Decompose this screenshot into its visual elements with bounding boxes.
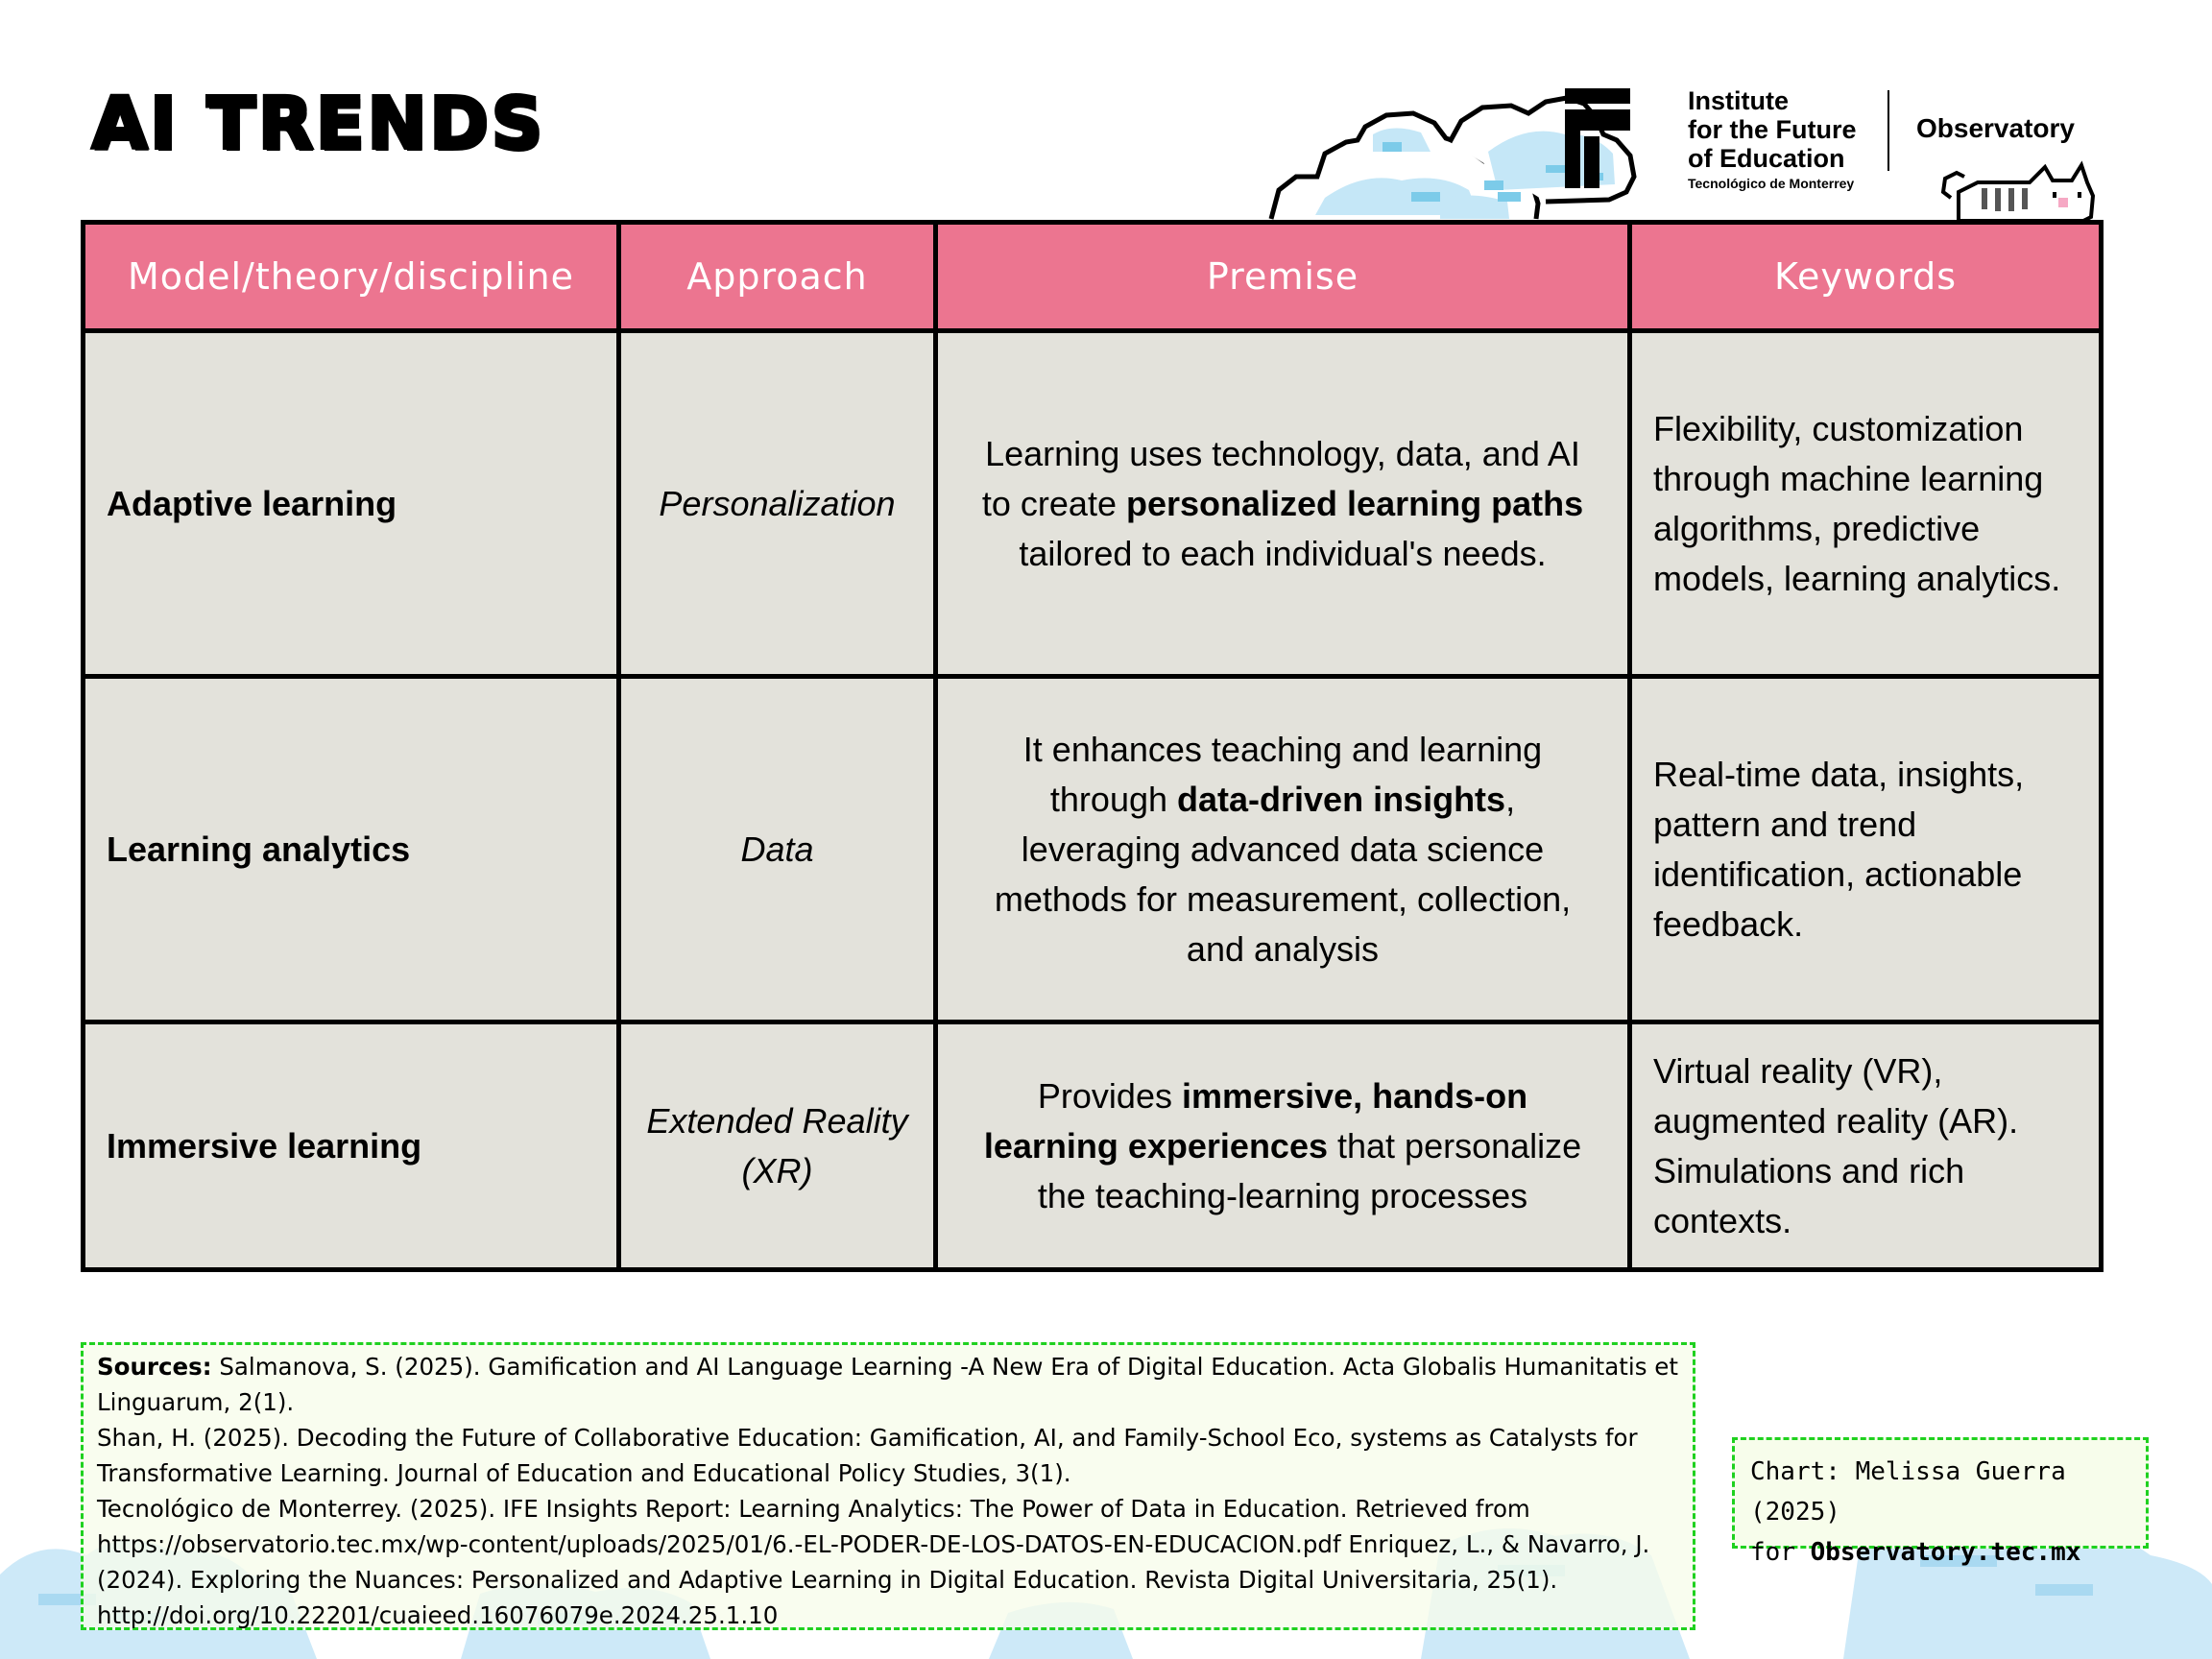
table-row xyxy=(84,1022,2102,1270)
premise-cell xyxy=(936,331,1630,677)
source-entry xyxy=(97,1349,1679,1420)
model-cell: Adaptive learning xyxy=(84,331,619,677)
observatory-label: Observatory xyxy=(1916,113,2075,143)
source-entry: Tecnológico de Monterrey. (2025). IFE Insights Report: Learning Analytics: The Power of Data in Education. Retrieved from https://observatorio.tec.mx/wp-content/uploads/2025/01/6.-EL-PODER-DE-LOS-DATOS-EN-EDUCACION.pdf Enriquez, L., & Navarro, J. (2024). Exploring the Nuances: Personalized and Adaptive Learning in Digital Education. Revista Digital Universitaria, 25(1). http://doi.org/10.22201/cuaieed.16076079e.2024.25.1.10 xyxy=(97,1495,1650,1629)
credit-line: Chart: Melissa Guerra (2025) xyxy=(1750,1457,2066,1527)
premise-highlight: personalized learning paths xyxy=(1125,483,1584,523)
source-entry: Shan, H. (2025). Decoding the Future of Collaborative Education: Gamification, AI, and Family-School Eco, systems as Catalysts for Transformative Learning. Journal of Education and Educational Policy Studies, 3(1). xyxy=(97,1424,1638,1487)
sources-label: Sources: xyxy=(97,1353,212,1381)
header-keywords: Keywords xyxy=(1630,223,2102,331)
credit-site: Observatory.tec.mx xyxy=(1810,1538,2081,1567)
page-title: AI TRENDS xyxy=(92,83,546,165)
logo-divider xyxy=(1887,90,1889,171)
model-cell: Learning analytics xyxy=(84,677,619,1022)
model-cell: Immersive learning xyxy=(84,1022,619,1270)
pixel-cat-icon xyxy=(1939,154,2099,223)
premise-text: tailored to each individual's needs. xyxy=(1019,533,1547,573)
premise-cell xyxy=(936,1022,1630,1270)
table-header-row xyxy=(84,223,2102,331)
approach-cell: Extended Reality (XR) xyxy=(619,1022,936,1270)
keywords-cell: Flexibility, customization through machine learning algorithms, predictive models, learning analytics. xyxy=(1630,331,2102,677)
premise-text: Learning uses technology, data, and AI to create xyxy=(981,433,1580,523)
premise-text: , leveraging advanced data science methods for measurement, collection, and analysis xyxy=(994,779,1572,969)
premise-highlight: immersive, hands-on learning experiences xyxy=(983,1075,1528,1166)
header-model: Model/theory/discipline xyxy=(84,223,619,331)
premise-cell xyxy=(936,677,1630,1022)
premise-text: Provides xyxy=(1037,1075,1182,1116)
table-row xyxy=(84,331,2102,677)
institute-sub: Tecnológico de Monterrey xyxy=(1688,176,1855,191)
credit-line xyxy=(1750,1532,2130,1573)
ai-trends-table xyxy=(81,220,2104,1272)
institute-line: Institute xyxy=(1688,86,1789,115)
credit-for: for xyxy=(1750,1538,1811,1567)
institute-line: of Education xyxy=(1688,144,1845,173)
premise-text: It enhances teaching and learning through xyxy=(1022,729,1543,819)
premise-text: that personalize the teaching-learning processes xyxy=(1037,1125,1582,1215)
keywords-cell: Virtual reality (VR), augmented reality (AR). Simulations and rich contexts. xyxy=(1630,1022,2102,1270)
table-row xyxy=(84,677,2102,1022)
institute-line: for the Future xyxy=(1688,115,1857,144)
credit-box xyxy=(1732,1437,2149,1567)
header-premise: Premise xyxy=(936,223,1630,331)
header-approach: Approach xyxy=(619,223,936,331)
institute-name xyxy=(1688,86,1857,194)
approach-cell: Data xyxy=(619,677,936,1022)
sources-box xyxy=(81,1342,1695,1630)
approach-cell: Personalization xyxy=(619,331,936,677)
ife-logo-icon xyxy=(1565,88,1630,188)
premise-highlight: data-driven insights xyxy=(1177,779,1506,819)
keywords-cell: Real-time data, insights, pattern and trend identification, actionable feedback. xyxy=(1630,677,2102,1022)
source-text: Salmanova, S. (2025). Gamification and AI Language Learning -A New Era of Digital Education. Acta Globalis Humanitatis et Linguarum, 2(1). xyxy=(97,1353,1678,1416)
